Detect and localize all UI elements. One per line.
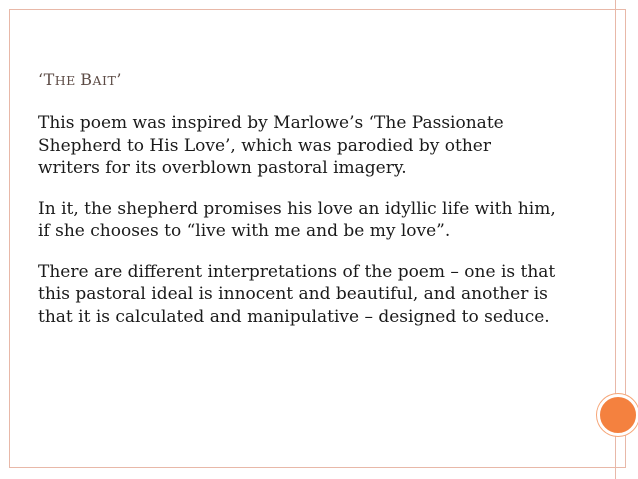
paragraph-inspiration: This poem was inspired by Marlowe’s ‘The Passionate Shepherd to His Love’, which was parodied by other writers for its overblown pastoral imagery. [38,113,504,178]
slide-title [38,70,122,89]
title-part-open-t: ‘T [38,70,55,89]
paragraph-interpretations: There are different interpretations of the poem – one is that this pastoral ideal is innocent and beautiful, and another is that it is calculated and manipulative – designed to seduce. [38,261,556,327]
title-part-he: HE [54,73,81,88]
slide-body [38,112,558,346]
orange-circle-decoration [597,394,638,436]
title-part-ait: AIT [92,73,117,88]
title-part-b: B [80,70,93,89]
paragraph-shepherd-promise: In it, the shepherd promises his love an idyllic life with him, if she chooses to “live with me and be my love”. [38,198,556,241]
title-part-close-quote: ’ [116,70,122,89]
